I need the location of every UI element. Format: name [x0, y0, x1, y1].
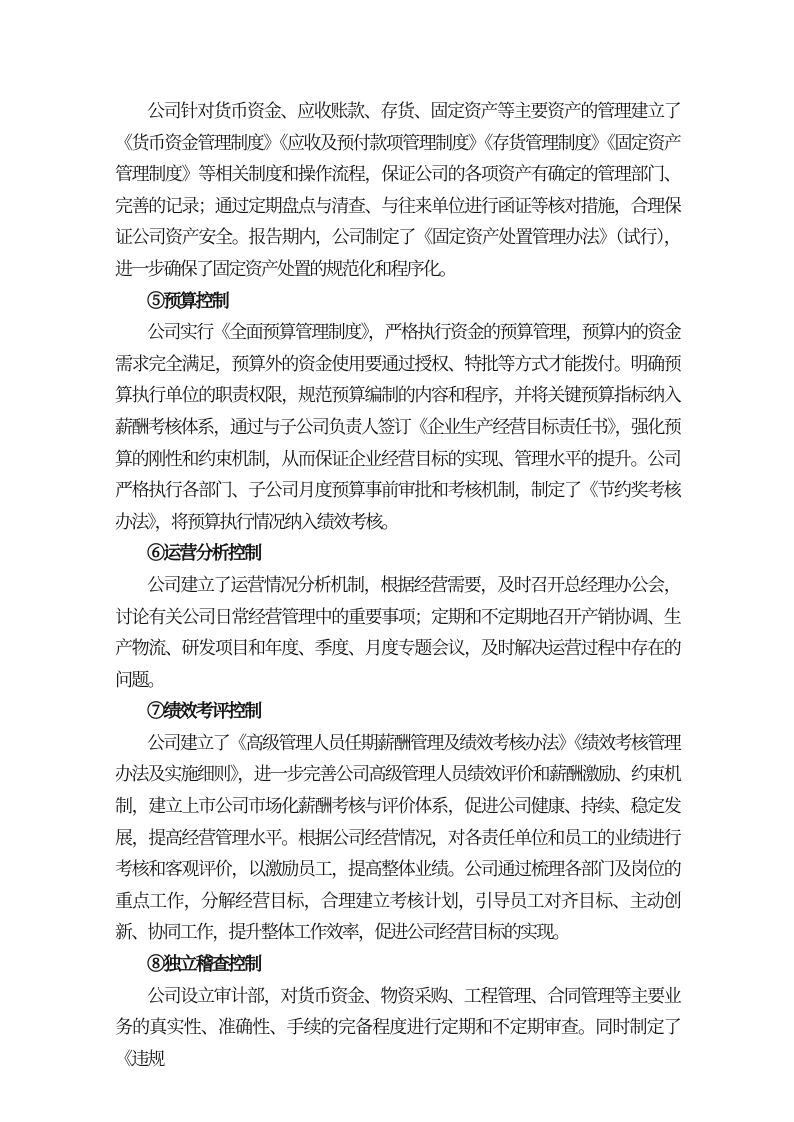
- document-content: [115, 96, 680, 1075]
- heading-performance-evaluation-control: ⑦绩效考评控制: [147, 701, 261, 723]
- paragraph-budget-control: 公司实行《全面预算管理制度》，严格执行资金的预算管理，预算内的资金需求完全满足，预算外的资金使用要通过授权、特批等方式才能拨付。明确预算执行单位的职责权限，规范预算编制的内容和程序，并将关键预算指标纳入薪酬考核体系，通过与子公司负责人签订《企业生产经营目标责任书》，强化预算的刚性和约束机制，从而保证企业经营目标的实现、管理水平的提升。公司严格执行各部门、子公司月度预算事前审批和考核机制，制定了《节约奖考核办法》，将预算执行情况纳入绩效考核。: [115, 322, 680, 533]
- paragraph-performance-evaluation-control: 公司建立了《高级管理人员任期薪酬管理及绩效考核办法》《绩效考核管理办法及实施细则》，进一步完善公司高级管理人员绩效评价和薪酬激励、约束机制，建立上市公司市场化薪酬考核与评价体系，促进公司健康、持续、稳定发展，提高经营管理水平。根据公司经营情况，对各责任单位和员工的业绩进行考核和客观评价，以激励员工，提高整体业绩。公司通过梳理各部门及岗位的重点工作，分解经营目标，合理建立考核计划，引导员工对齐目标、主动创新、协同工作，提升整体工作效率，促进公司经营目标的实现。: [115, 732, 680, 944]
- heading-budget-control: ⑤预算控制: [147, 290, 228, 312]
- paragraph-operation-analysis-control: 公司建立了运营情况分析机制，根据经营需要，及时召开总经理办公会，讨论有关公司日常经营管理中的重要事项；定期和不定期地召开产销协调、生产物流、研发项目和年度、季度、月度专题会议，及时解决运营过程中存在的问题。: [115, 574, 680, 691]
- heading-operation-analysis-control: ⑥运营分析控制: [147, 543, 261, 565]
- heading-independent-audit-control: ⑧独立稽查控制: [147, 954, 261, 976]
- paragraph-asset-management-controls: 公司针对货币资金、应收账款、存货、固定资产等主要资产的管理建立了《货币资金管理制度》《应收及预付款项管理制度》《存货管理制度》《固定资产管理制度》等相关制度和操作流程，保证公司的各项资产有确定的管理部门、完善的记录；通过定期盘点与清查、与往来单位进行函证等核对措施，合理保证公司资产安全。报告期内，公司制定了《固定资产处置管理办法》（试行），进一步确保了固定资产处置的规范化和程序化。: [115, 101, 680, 280]
- paragraph-independent-audit-control: 公司设立审计部，对货币资金、物资采购、工程管理、合同管理等主要业务的真实性、准确性、手续的完备程度进行定期和不定期审查。同时制定了《违规: [115, 985, 680, 1070]
